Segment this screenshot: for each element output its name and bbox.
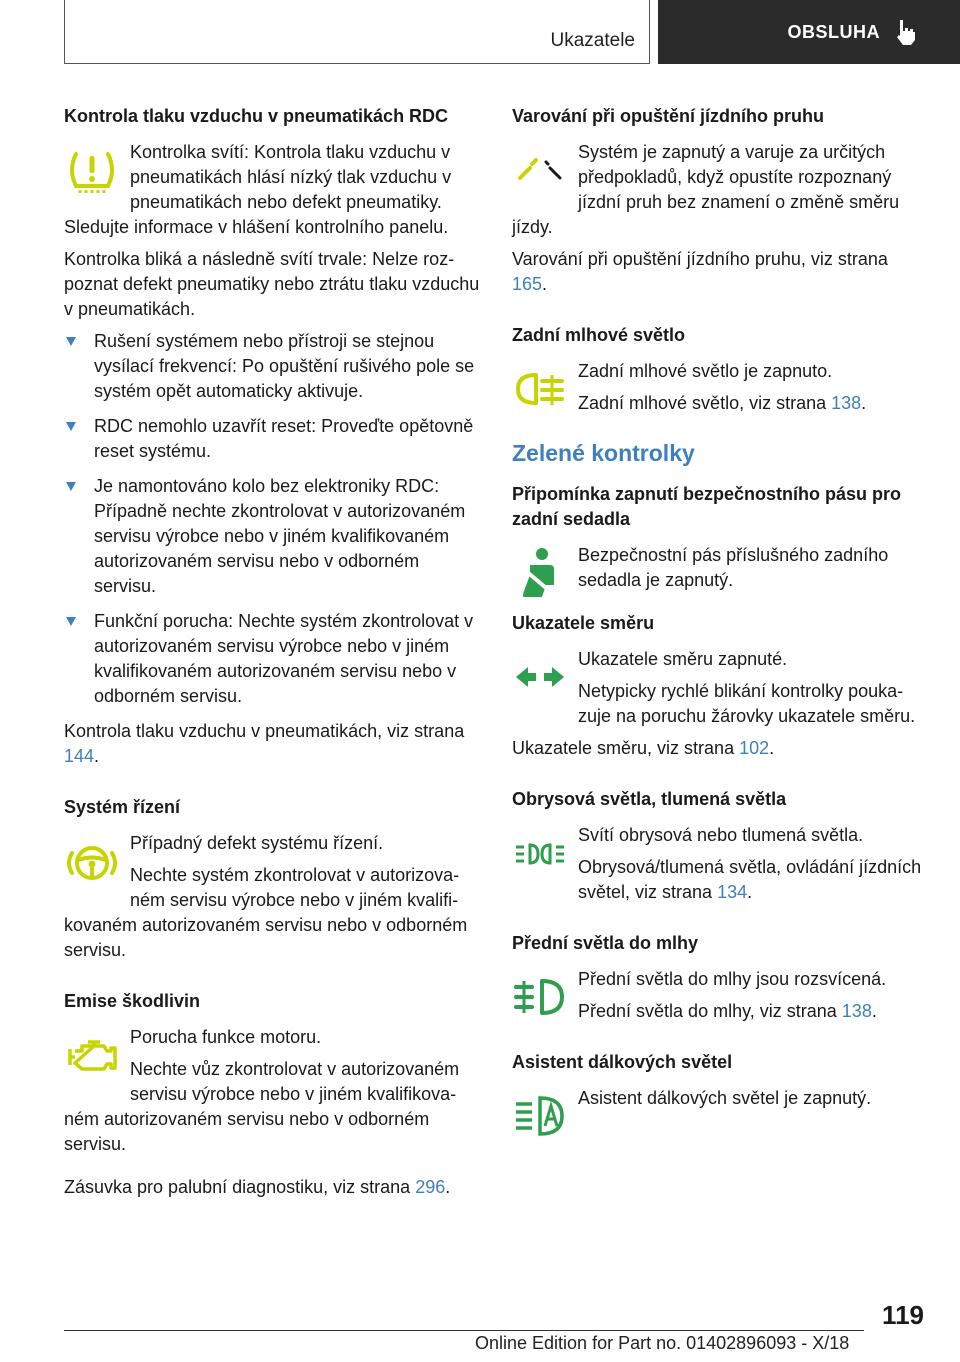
frontfog-title: Přední světla do mlhy [512,933,699,953]
front-fog-light-icon [512,969,578,1031]
page-number: 119 [882,1300,924,1330]
page-link-165[interactable]: 165 [512,274,543,294]
emissions-reference: Zásuvka pro palubní diagnostiku, viz strana 296. [64,1177,451,1197]
rearfog-text-1: Zadní mlhové světlo je zapnuto. [578,361,833,381]
page-link-134[interactable]: 134 [717,882,748,902]
turn-title: Ukazatele směru [512,613,655,633]
highbeam-title: Asistent dálkových světel [512,1052,733,1072]
rearfog-title: Zadní mlhové světlo [512,325,686,345]
section-title: Ukazatele [550,30,635,51]
rdc-bullet-list [64,329,480,709]
chapter-tab[interactable] [658,0,960,64]
left-column [64,104,480,1226]
seatbelt-title: Připomínka zapnutí bezpečnostního pásu pro zadní sedadla [512,484,902,529]
steering-text-1: Případný defekt systému řízení. [130,833,384,853]
lane-departure-icon [512,142,578,204]
lane-text-1: Systém je zapnutý a varuje za určitých předpokladů, když opustíte rozpoznaný jízdní pruh bez znamení o změně směru jízdy. [512,142,900,237]
footer-edition: Online Edition for Part no. 01402896093 - X/18 [475,1333,850,1353]
chapter-title: OBSLUHA [787,21,880,42]
low-beam-icon [512,825,578,887]
steering-title: Systém řízení [64,797,181,817]
emissions-title: Emise škodlivin [64,991,201,1011]
triangle-bullet-icon [66,482,76,491]
seatbelt-icon [512,545,578,607]
lane-reference: Varování při opuštění jízdního pruhu, viz strana 165. [512,249,888,294]
triangle-bullet-icon [66,337,76,346]
seatbelt-text-1: Bezpečnostní pás příslušného zadního sedadla je zapnutý. [578,545,889,590]
lowbeam-text-1: Svítí obrysová nebo tlumená světla. [578,825,864,845]
list-item: Rušení systémem nebo přístroji se stejnou vysílací frekvencí: Po opuštění rušivého pole se systém opět automaticky aktivuje. [64,329,480,404]
emissions-text-1: Porucha funkce motoru. [130,1027,322,1047]
rdc-reference: Kontrola tlaku vzduchu v pneumatikách, viz strana 144. [64,721,465,766]
list-item: RDC nemohlo uzavřít reset: Proveďte opětovně reset systému. [64,414,480,464]
frontfog-text-1: Přední světla do mlhy jsou rozsvícená. [578,969,887,989]
green-indicators-heading: Zelené kontrolky [512,440,695,466]
rear-fog-light-icon [512,361,578,423]
triangle-bullet-icon [66,422,76,431]
page-link-144[interactable]: 144 [64,746,95,766]
steering-section [64,795,480,963]
turn-reference: Ukazatele směru, viz strana 102. [512,738,775,758]
rearfog-section [512,323,926,416]
steering-wheel-icon [64,833,130,895]
emissions-section [64,989,480,1200]
turn-text-2: Netypicky rychlé blikání kontrolky poukazuje na poruchu žárovky ukazatele směru. [578,681,916,726]
check-engine-icon [64,1027,130,1089]
highbeam-text-1: Asistent dálkových světel je zapnutý. [578,1088,872,1108]
triangle-bullet-icon [66,617,76,626]
lane-title: Varování při opuštění jízdního pruhu [512,106,825,126]
rdc-section [64,104,480,769]
page-link-138-front[interactable]: 138 [841,1001,872,1021]
right-column [512,104,926,1150]
list-item: Funkční porucha: Nechte systém zkontrolovat v autorizovaném servisu výrobce nebo v jiném kvalifikovaném autorizovaném servisu nebo v odborném servisu. [64,609,480,709]
rdc-text-2: Kontrolka bliká a následně svítí trvale: Nelze rozpoznat defekt pneumatiky nebo ztrátu tlaku vzduchu v pneumatikách. [64,249,480,319]
rdc-text-1: Kontrolka svítí: Kontrola tlaku vzduchu v pneumatikách hlásí nízký tlak vzduchu v pneumatikách nebo defekt pneumatiky. Sledujte informace v hlášení kontrolního panelu. [64,142,452,237]
turn-section [512,611,926,761]
lowbeam-title: Obrysová světla, tlumená světla [512,789,787,809]
emissions-text-2: Nechte vůz zkontrolovat v autorizovaném servisu výrobce nebo v jiném kvalifikovaném autorizovaném servisu nebo v odborném servisu. [64,1059,460,1154]
lowbeam-reference: Obrysová/tlumená světla, ovládání jízdních světel, viz strana 134. [578,857,922,902]
lane-section [512,104,926,297]
frontfog-reference: Přední světla do mlhy, viz strana 138. [578,1001,877,1021]
page-link-102[interactable]: 102 [739,738,770,758]
lowbeam-section [512,787,926,905]
steering-text-2: Nechte systém zkontrolovat v autorizovaném servisu výrobce nebo v jiném kvalifikovaném autorizovaném servisu nebo v odborném servisu. [64,865,468,960]
rdc-title: Kontrola tlaku vzduchu v pneumatikách RDC [64,106,449,126]
page-link-296[interactable]: 296 [415,1177,446,1197]
pointing-hand-icon [894,18,918,46]
rearfog-reference: Zadní mlhové světlo, viz strana 138. [578,393,867,413]
footer-divider [64,1330,864,1331]
header-left-box [64,0,650,64]
highbeam-section [512,1050,926,1111]
tire-pressure-warning-icon [64,142,130,204]
high-beam-assistant-icon [512,1088,578,1150]
frontfog-section [512,931,926,1024]
turn-text-1: Ukazatele směru zapnuté. [578,649,788,669]
turn-signal-icon [512,649,578,711]
list-item: Je namontováno kolo bez elektroniky RDC: Případně nechte zkontrolovat v autorizovaném servisu výrobce nebo v jiném kvalifikovaném autorizovaném servisu nebo v odborném servisu. [64,474,480,599]
page-link-138-rear[interactable]: 138 [831,393,862,413]
seatbelt-section [512,482,926,593]
